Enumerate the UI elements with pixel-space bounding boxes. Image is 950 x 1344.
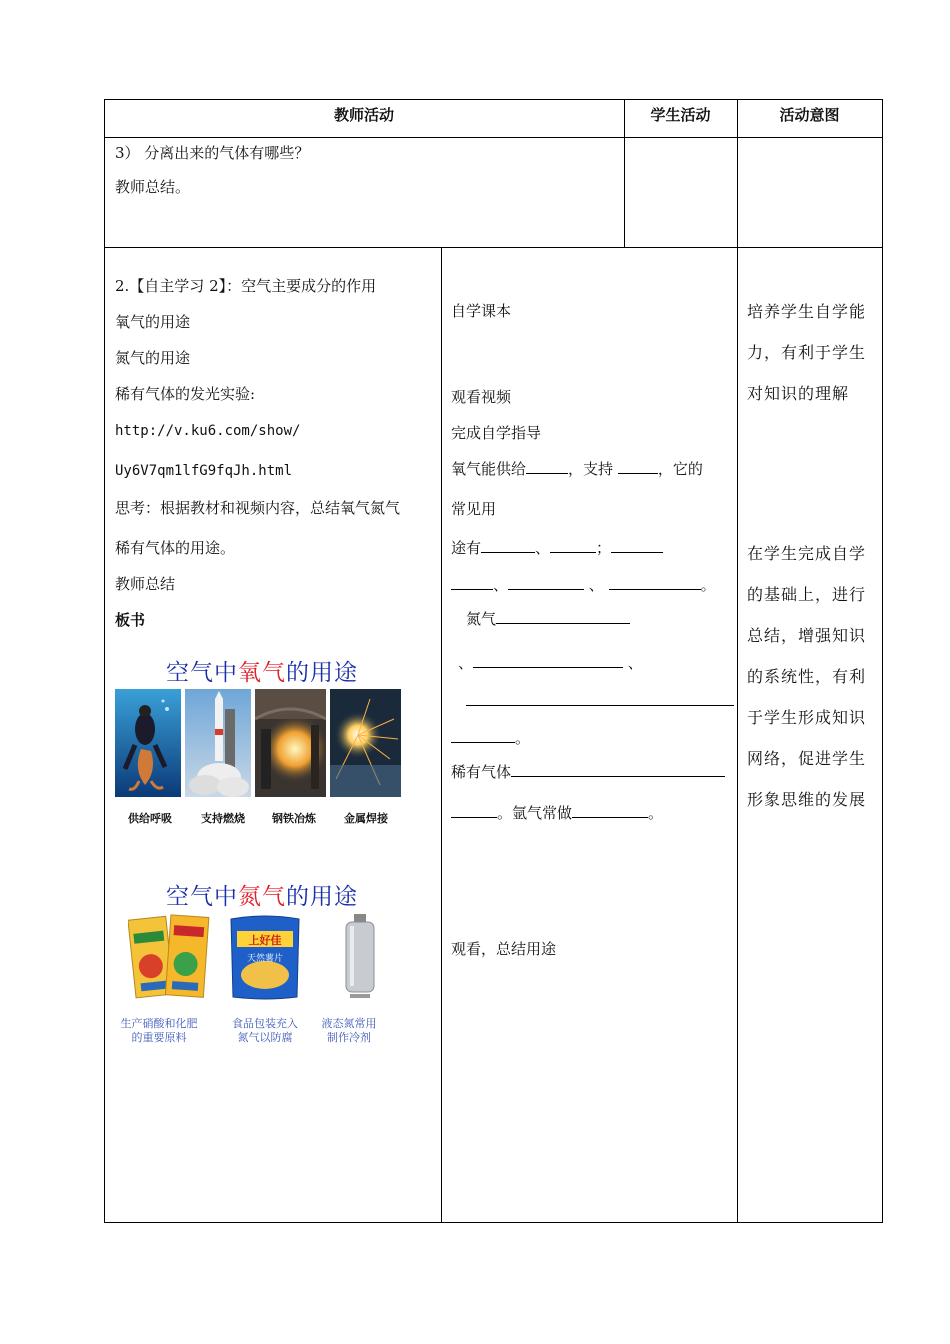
self-study-title: 2.【自主学习 2】：空气主要成分的作用 <box>115 277 377 295</box>
nitrogen-use-line: 氮气的用途 <box>115 349 191 367</box>
student-watch-summary: 观看，总结用途 <box>451 940 557 958</box>
table-border-top <box>104 99 883 100</box>
argon-fill-line: 。氩气常做 。 <box>451 803 663 823</box>
header-student-activity: 学生活动 <box>650 106 711 124</box>
blank-rare-gas-2[interactable] <box>451 803 497 818</box>
blank-use-5[interactable] <box>508 575 584 590</box>
nitrogen-fill-line: 氮气 <box>466 609 630 629</box>
chips-bag-photo <box>227 913 303 1001</box>
student-complete-guide: 完成自学指导 <box>451 424 542 442</box>
chips-brand-label: 上好佳 <box>248 934 282 947</box>
col-divider-lower-1 <box>441 247 442 1223</box>
rare-gas-experiment-line: 稀有气体的发光实验: <box>115 385 256 403</box>
table-header-divider <box>104 137 883 138</box>
blank-n2-1[interactable] <box>496 609 630 624</box>
oxygen-uses-line2: 、 、 。 <box>451 575 716 595</box>
caption-steelmaking: 钢铁冶炼 <box>272 812 316 825</box>
student-self-study: 自学课本 <box>451 302 512 320</box>
table-border-left <box>104 99 105 1223</box>
blank-use-6[interactable] <box>609 575 701 590</box>
caption-combustion: 支持燃烧 <box>201 812 245 825</box>
video-url-line1[interactable]: http://v.ku6.com/show/ <box>115 423 301 439</box>
caption-welding: 金属焊接 <box>344 812 388 825</box>
blank-n2-2[interactable] <box>473 653 623 668</box>
liquid-nitrogen-tank-photo <box>336 912 384 1000</box>
board-label: 板书 <box>115 611 146 629</box>
chips-sub-label: 天然薯片 <box>246 954 283 964</box>
video-url-line2[interactable]: Uy6V7qm1lfG9fqJh.html <box>115 463 293 479</box>
blank-use-3[interactable] <box>611 538 663 553</box>
blank-argon[interactable] <box>572 803 648 818</box>
oxygen-uses-line: 途有 、 ； <box>451 538 663 558</box>
think-line1: 思考：根据教材和视频内容，总结氧气氮气 <box>115 499 401 517</box>
oxygen-use-line: 氧气的用途 <box>115 313 191 331</box>
blank-use-2[interactable] <box>550 538 596 553</box>
oxygen-fill-line1: 氧气能供给 ，支持 ，它的 <box>451 460 703 478</box>
rocket-photo <box>185 689 251 797</box>
table-border-bottom <box>104 1222 883 1223</box>
blank-n2-3[interactable] <box>466 705 734 706</box>
steel-smelting-photo <box>255 689 326 797</box>
nitrogen-slide-title: 空气中氮气的用途 <box>166 884 358 910</box>
blank-o2-supply[interactable] <box>526 459 568 474</box>
nitrogen-fill-line2: 、 、 <box>458 654 643 672</box>
purpose-self-study: 培养学生自学能力，有利于学生对知识的理解 <box>747 302 867 403</box>
student-watch-video: 观看视频 <box>451 388 512 406</box>
caption-fertilizer: 生产硝酸和化肥 的重要原料 <box>120 1017 198 1044</box>
caption-refrigerant: 液态氮常用 制作冷剂 <box>321 1017 377 1044</box>
teacher-summary: 教师总结 <box>115 575 176 593</box>
fertilizer-bags-photo <box>128 912 212 1002</box>
row1-summary: 教师总结。 <box>115 178 191 196</box>
table-border-right <box>882 99 883 1223</box>
col-divider-upper-2 <box>737 99 738 1223</box>
caption-food-packaging: 食品包装充入 氮气以防腐 <box>232 1017 298 1044</box>
caption-respiration: 供给呼吸 <box>128 812 172 825</box>
diver-photo <box>115 689 181 797</box>
oxygen-fill-line2: 常见用 <box>451 500 497 518</box>
think-line2: 稀有气体的用途。 <box>115 539 236 557</box>
header-teacher-activity: 教师活动 <box>333 106 394 124</box>
rare-gas-fill-line: 稀有气体 <box>451 762 725 782</box>
metal-welding-photo <box>330 689 401 797</box>
blank-rare-gas[interactable] <box>511 762 725 777</box>
blank-n2-4[interactable] <box>451 728 515 743</box>
purpose-summary: 在学生完成自学的基础上，进行总结，增强知识的系统性，有利于学生形成知识网络，促进学生形象思维的发展 <box>747 544 867 809</box>
blank-o2-support[interactable] <box>618 459 658 474</box>
nitrogen-fill-line3: 。 <box>451 728 530 748</box>
header-activity-purpose: 活动意图 <box>779 106 840 124</box>
oxygen-slide-title: 空气中氧气的用途 <box>166 660 358 686</box>
blank-use-1[interactable] <box>481 538 535 553</box>
blank-use-4[interactable] <box>451 575 493 590</box>
row1-question: 3） 分离出来的气体有哪些？ <box>115 144 310 162</box>
table-row-divider <box>104 247 883 248</box>
